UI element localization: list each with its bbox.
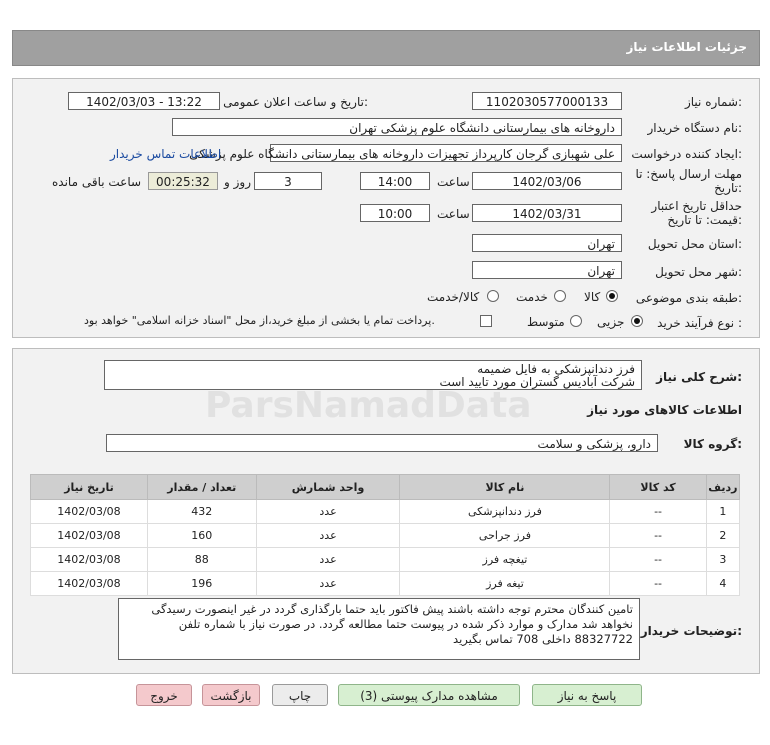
cell-code: -- <box>610 548 706 572</box>
cell-code: -- <box>610 500 706 524</box>
view-attachments-button[interactable]: مشاهده مدارک پیوستی (3) <box>338 684 520 706</box>
need-number-field: 1102030577000133 <box>472 92 622 110</box>
cell-row-number: 4 <box>706 572 739 596</box>
validity-hour-label: ساعت <box>437 207 470 221</box>
goods-group-field: دارو، پزشکی و سلامت <box>106 434 658 452</box>
creator-label: ایجاد کننده درخواست: <box>631 147 742 161</box>
city-field: تهران <box>472 261 622 279</box>
deadline-date-field: 1402/03/06 <box>472 172 622 190</box>
page-header <box>12 30 760 66</box>
col-header-code: کد کالا <box>610 475 706 500</box>
col-header-row: ردیف <box>706 475 739 500</box>
validity-label: حداقل تاریخ اعتبار <box>651 199 742 213</box>
treasury-payment-checkbox[interactable] <box>480 315 492 327</box>
cell-row-number: 2 <box>706 524 739 548</box>
remaining-label: ساعت باقی مانده <box>52 175 142 189</box>
need-number-label: شماره نیاز: <box>684 95 742 109</box>
cell-date: 1402/03/08 <box>31 500 148 524</box>
validity-date-field: 1402/03/31 <box>472 204 622 222</box>
table-row <box>31 572 740 596</box>
cell-quantity: 432 <box>147 500 256 524</box>
cell-quantity: 88 <box>147 548 256 572</box>
days-remaining-field: 3 <box>254 172 322 190</box>
deadline-label: مهلت ارسال پاسخ: تا <box>635 167 742 181</box>
exit-button[interactable]: خروج <box>136 684 192 706</box>
table-header-row <box>31 475 740 500</box>
process-radio-medium[interactable] <box>570 315 582 327</box>
process-label: نوع فرآیند خرید : <box>657 316 742 330</box>
col-header-name: نام کالا <box>400 475 610 500</box>
back-button[interactable]: بازگشت <box>202 684 260 706</box>
category-radio-goods[interactable] <box>606 290 618 302</box>
days-label: روز و <box>224 175 251 189</box>
cell-date: 1402/03/08 <box>31 524 148 548</box>
deadline-time-field: 14:00 <box>360 172 430 190</box>
cell-code: -- <box>610 572 706 596</box>
city-label: شهر محل تحویل: <box>655 265 742 279</box>
validity-label-date: قیمت: تا تاریخ: <box>667 213 742 227</box>
announce-label: تاریخ و ساعت اعلان عمومی: <box>223 95 368 109</box>
col-header-quantity: تعداد / مقدار <box>147 475 256 500</box>
buyer-notes-line-3: 88327722 داخلی 708 تماس بگیرید <box>453 632 633 646</box>
col-header-unit: واحد شمارش <box>256 475 400 500</box>
buyer-contact-link[interactable]: اطلاعات تماس خریدار <box>110 147 222 161</box>
cell-unit: عدد <box>256 548 400 572</box>
province-field: تهران <box>472 234 622 252</box>
time-remaining-field: 00:25:32 <box>148 172 218 190</box>
reply-to-need-button[interactable]: پاسخ به نیاز <box>532 684 642 706</box>
category-radio-service[interactable] <box>554 290 566 302</box>
cell-name: فرز جراحی <box>400 524 610 548</box>
deadline-hour-label: ساعت <box>437 175 470 189</box>
col-header-date: تاریخ نیاز <box>31 475 148 500</box>
summary-line-1: فرز دندانپزشکی به فایل ضمیمه <box>477 362 635 376</box>
process-option-minor: جزیی <box>597 315 625 329</box>
province-label: استان محل تحویل: <box>647 237 742 251</box>
category-option-goods-service: کالا/خدمت <box>427 290 480 304</box>
summary-line-2: شرکت آبادیس گستران مورد تایید است <box>439 375 635 389</box>
table-row <box>31 548 740 572</box>
validity-time-field: 10:00 <box>360 204 430 222</box>
cell-name: فرز دندانپزشکی <box>400 500 610 524</box>
goods-section-title: اطلاعات کالاهای مورد نیاز <box>587 403 742 417</box>
buyer-notes-label: توضیحات خریدار: <box>640 624 742 638</box>
cell-code: -- <box>610 524 706 548</box>
cell-name: تیغچه فرز <box>400 548 610 572</box>
cell-quantity: 160 <box>147 524 256 548</box>
print-button[interactable]: چاپ <box>272 684 328 706</box>
cell-unit: عدد <box>256 500 400 524</box>
deadline-label-date: تاریخ: <box>714 181 742 195</box>
cell-date: 1402/03/08 <box>31 572 148 596</box>
goods-group-label: گروه کالا: <box>683 437 742 451</box>
cell-unit: عدد <box>256 524 400 548</box>
creator-field: علی شهبازی گرجان کارپرداز تجهیزات داروخانه های بیمارستانی دانشگاه علوم پزشکی <box>270 144 622 162</box>
goods-table <box>30 474 740 596</box>
summary-label: شرح کلی نیاز: <box>656 370 742 384</box>
summary-field <box>104 360 642 390</box>
buyer-field: داروخانه های بیمارستانی دانشگاه علوم پزشکی تهران <box>172 118 622 136</box>
cell-date: 1402/03/08 <box>31 548 148 572</box>
cell-quantity: 196 <box>147 572 256 596</box>
cell-unit: عدد <box>256 572 400 596</box>
category-option-goods: کالا <box>584 290 601 304</box>
buyer-label: نام دستگاه خریدار: <box>647 121 742 135</box>
page-title: جزئیات اطلاعات نیاز <box>626 40 747 54</box>
table-row <box>31 500 740 524</box>
buyer-notes-line-2: نخواهد شد مدارک و موارد ذکر شده در پیوست حتما مطالعه گردد. در صورت نیاز با شماره تلفن <box>178 617 633 631</box>
cell-row-number: 1 <box>706 500 739 524</box>
cell-name: تیغه فرز <box>400 572 610 596</box>
process-radio-minor[interactable] <box>631 315 643 327</box>
treasury-payment-note: پرداخت تمام یا بخشی از مبلغ خرید،از محل "اسناد خزانه اسلامی" خواهد بود. <box>84 314 435 327</box>
category-radio-goods-service[interactable] <box>487 290 499 302</box>
buyer-notes-field <box>118 598 640 660</box>
table-row <box>31 524 740 548</box>
process-option-medium: متوسط <box>527 315 565 329</box>
cell-row-number: 3 <box>706 548 739 572</box>
category-option-service: خدمت <box>516 290 548 304</box>
buyer-notes-line-1: تامین کنندگان محترم توجه داشته باشند پیش فاکتور باید حتما بارگذاری گردد در غیر اینصورت رسیدگی <box>151 602 633 616</box>
category-label: طبقه بندی موضوعی: <box>635 291 742 305</box>
announce-datetime-field: 1402/03/03 - 13:22 <box>68 92 220 110</box>
